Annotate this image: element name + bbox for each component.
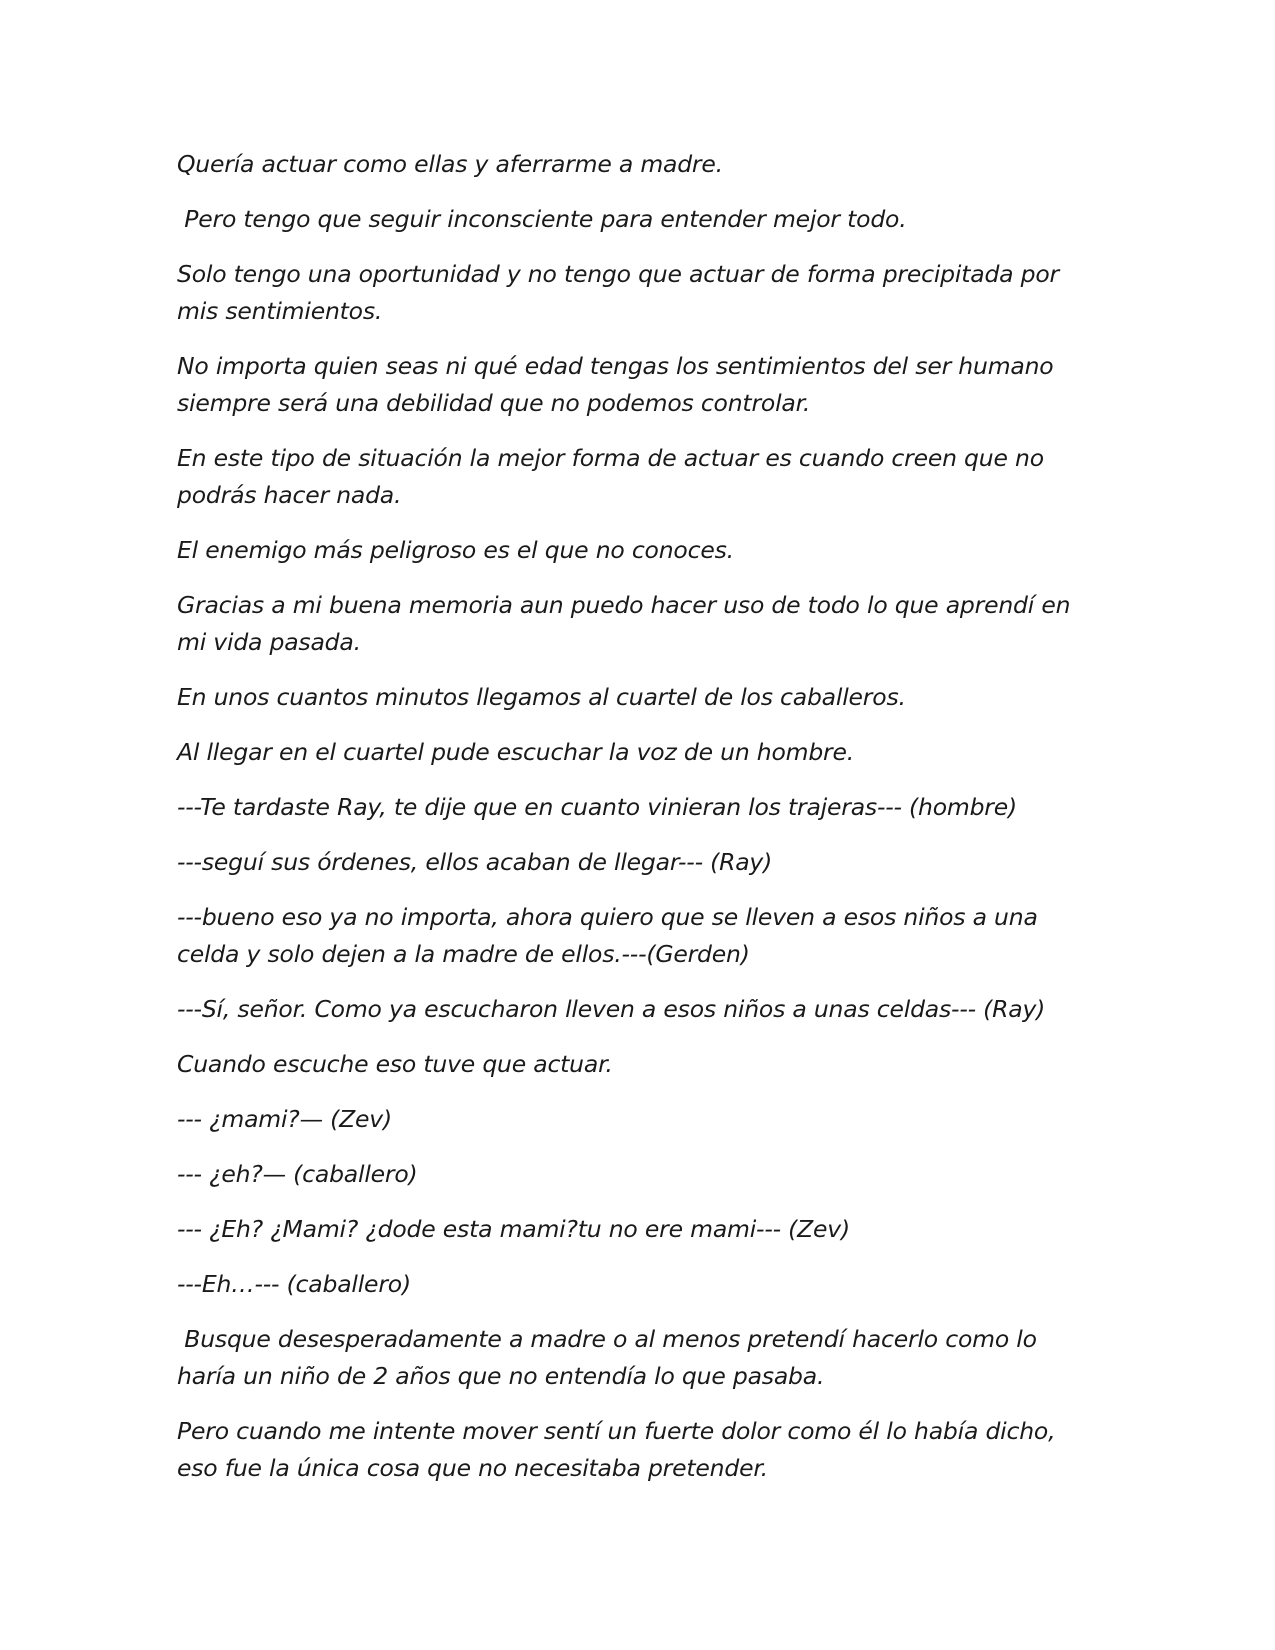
paragraph: Busque desesperadamente a madre o al menos pretendí hacerlo como lo haría un niño de 2 años que no entendía lo que pasaba. bbox=[177, 1325, 1045, 1390]
dialogue-line: ---Eh…--- (caballero) bbox=[177, 1270, 411, 1298]
paragraph: No importa quien seas ni qué edad tengas los sentimientos del ser humano siempre será una debilidad que no podemos controlar. bbox=[177, 352, 1061, 417]
dialogue-line: --- ¿mami?— (Zev) bbox=[177, 1105, 392, 1133]
paragraph: Al llegar en el cuartel pude escuchar la voz de un hombre. bbox=[177, 738, 855, 766]
body-text bbox=[177, 146, 1097, 1505]
paragraph: Quería actuar como ellas y aferrarme a madre. bbox=[177, 150, 723, 178]
dialogue-line: --- ¿eh?— (caballero) bbox=[177, 1160, 418, 1188]
dialogue-line: ---seguí sus órdenes, ellos acaban de llegar--- (Ray) bbox=[177, 848, 773, 876]
paragraph: El enemigo más peligroso es el que no conoces. bbox=[177, 536, 734, 564]
paragraph: Gracias a mi buena memoria aun puedo hacer uso de todo lo que aprendí en mi vida pasada. bbox=[177, 591, 1078, 656]
dialogue-line: --- ¿Eh? ¿Mami? ¿dode esta mami?tu no ere mami--- (Zev) bbox=[177, 1215, 850, 1243]
paragraph: En este tipo de situación la mejor forma de actuar es cuando creen que no podrás hacer nada. bbox=[177, 444, 1052, 509]
dialogue-line: ---Sí, señor. Como ya escucharon lleven a esos niños a unas celdas--- (Ray) bbox=[177, 995, 1046, 1023]
paragraph: Solo tengo una oportunidad y no tengo que actuar de forma precipitada por mis sentimientos. bbox=[177, 260, 1067, 325]
paragraph: Cuando escuche eso tuve que actuar. bbox=[177, 1050, 613, 1078]
paragraph: Pero cuando me intente mover sentí un fuerte dolor como él lo había dicho, eso fue la única cosa que no necesitaba pretender. bbox=[177, 1417, 1063, 1482]
dialogue-line: ---Te tardaste Ray, te dije que en cuanto vinieran los trajeras--- (hombre) bbox=[177, 793, 1017, 821]
dialogue-line: ---bueno eso ya no importa, ahora quiero que se lleven a esos niños a una celda y solo dejen a la madre de ellos.---(Gerden) bbox=[177, 903, 1045, 968]
paragraph: Pero tengo que seguir inconsciente para entender mejor todo. bbox=[177, 205, 907, 233]
paragraph: En unos cuantos minutos llegamos al cuartel de los caballeros. bbox=[177, 683, 906, 711]
